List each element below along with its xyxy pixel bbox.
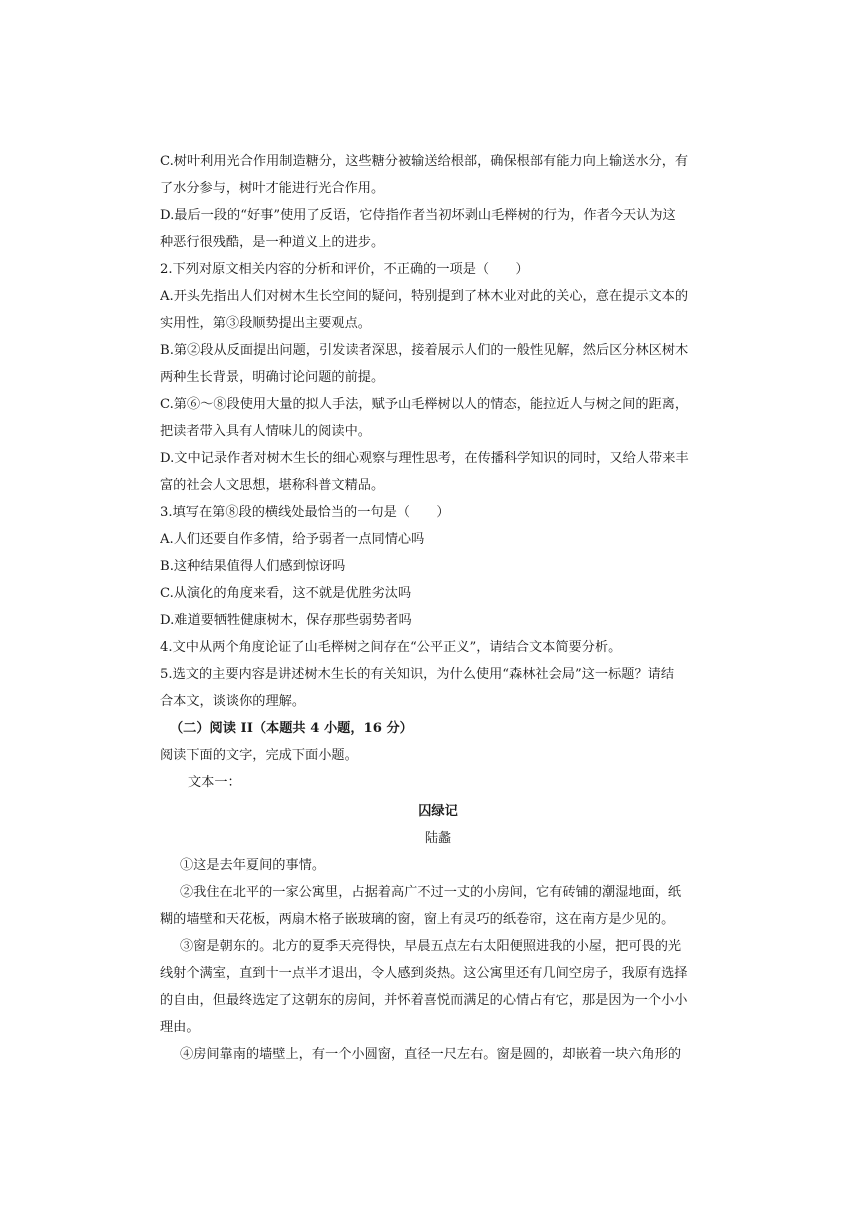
essay-paragraph-2-line-2: 糊的墙壁和天花板，两扇木格子嵌玻璃的窗，窗上有灵巧的纸卷帘，这在南方是少见的。 (160, 912, 675, 927)
question-4: 4.文中从两个角度论证了山毛榉树之间存在“公平正义”，请结合文本简要分析。 (160, 640, 622, 655)
q2-option-c-line-1: C.第⑥～⑧段使用大量的拟人手法，赋予山毛榉树以人的情态，能拉近人与树之间的距离， (160, 397, 689, 412)
essay-paragraph-3-line-4: 理由。 (160, 1020, 200, 1035)
q2-option-c-line-2: 把读者带入具有人情味儿的阅读中。 (160, 424, 371, 439)
q2-option-d-line-1: D.文中记录作者对树木生长的细心观察与理性思考，在传播科学知识的同时，又给人带来丰 (160, 451, 689, 466)
essay-paragraph-1: ①这是去年夏间的事情。 (180, 858, 326, 873)
essay-paragraph-4-line-1: ④房间靠南的墙壁上，有一个小圆窗，直径一尺左右。窗是圆的，却嵌着一块六角形的 (180, 1047, 682, 1062)
q2-option-b-line-2: 两种生长背景，明确讨论问题的前提。 (160, 370, 385, 385)
essay-paragraph-3-line-2: 线射个满室，直到十一点半才退出，令人感到炎热。这公寓里还有几间空房子，我原有选择 (160, 966, 688, 981)
essay-title: 囚绿记 (418, 804, 458, 819)
q2-option-b-line-1: B.第②段从反面提出问题，引发读者深思，接着展示人们的一般性见解，然后区分林区树木 (160, 343, 689, 358)
q3-option-c: C.从演化的角度来看，这不就是优胜劣汰吗 (160, 586, 412, 601)
text-label: 文本一： (188, 775, 241, 790)
option-d-line-1: D.最后一段的“好事”使用了反语，它侍指作者当初坏剥山毛榉树的行为，作者今天认为这 (160, 208, 676, 223)
section-heading: （二）阅读 II（本题共 4 小题，16 分） (170, 721, 413, 736)
option-c-line-1: C.树叶利用光合作用制造糖分，这些糖分被输送给根部，确保根部有能力向上输送水分，有 (160, 154, 689, 169)
question-5-line-1: 5.选文的主要内容是讲述树木生长的有关知识，为什么使用“森林社会局”这一标题？请结 (160, 667, 674, 682)
q3-option-b: B.这种结果值得人们感到惊讶吗 (160, 559, 346, 574)
q2-option-a-line-2: 实用性，第③段顺势提出主要观点。 (160, 316, 371, 331)
question-3: 3.填写在第⑧段的横线处最恰当的一句是（ ） (160, 505, 450, 520)
q3-option-d: D.难道要牺牲健康树木，保存那些弱势者吗 (160, 613, 412, 628)
essay-paragraph-3-line-1: ③窗是朝东的。北方的夏季天亮得快，早晨五点左右太阳便照进我的小屋，把可畏的光 (180, 939, 682, 954)
essay-paragraph-2-line-1: ②我住在北平的一家公寓里，占据着高广不过一丈的小房间，它有砖铺的潮湿地面，纸 (180, 885, 682, 900)
option-d-line-2: 种恶行很残酷，是一种道义上的进步。 (160, 235, 385, 250)
reading-instruction: 阅读下面的文字，完成下面小题。 (160, 748, 358, 763)
q2-option-a-line-1: A.开头先指出人们对树木生长空间的疑问，特别提到了林木业对此的关心，意在提示文本的 (160, 289, 689, 304)
essay-paragraph-3-line-3: 的自由，但最终选定了这朝东的房间，并怀着喜悦而满足的心情占有它，那是因为一个小小 (160, 993, 688, 1008)
q3-option-a: A.人们还要自作多情，给予弱者一点同情心吗 (160, 532, 425, 547)
option-c-line-2: 了水分参与，树叶才能进行光合作用。 (160, 181, 385, 196)
question-5-line-2: 合本文，谈谈你的理解。 (160, 694, 306, 709)
essay-author: 陆蠡 (424, 831, 452, 846)
question-2: 2.下列对原文相关内容的分析和评价，不正确的一项是（ ） (160, 262, 529, 277)
q2-option-d-line-2: 富的社会人文思想，堪称科普文精品。 (160, 478, 385, 493)
